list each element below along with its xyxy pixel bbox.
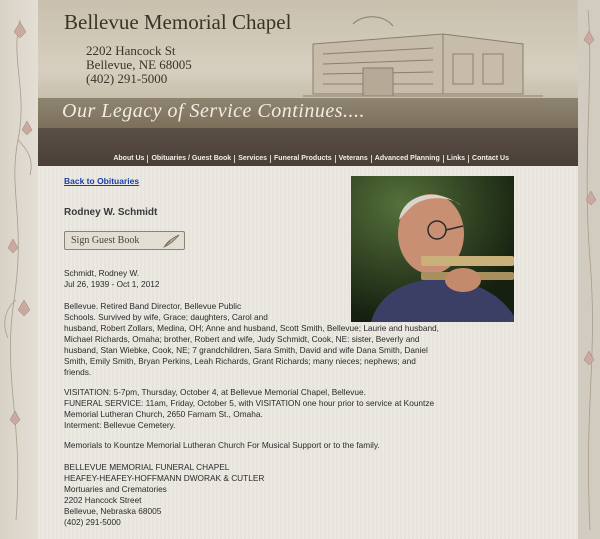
nav-contact-us[interactable]: Contact Us	[468, 155, 512, 163]
nav-advanced-planning[interactable]: Advanced Planning	[371, 155, 443, 163]
main-navigation	[38, 128, 578, 166]
footer-line: 2202 Hancock Street	[64, 495, 142, 505]
footer-line: Mortuaries and Crematories	[64, 484, 167, 494]
address-street: 2202 Hancock St	[86, 43, 176, 58]
footer-line: HEAFEY-HEAFEY-HOFFMANN DWORAK & CUTLER	[64, 473, 265, 483]
memorials-text: Memorials to Kountze Memorial Lutheran Church For Musical Support or to the family.	[64, 440, 380, 450]
bio-line: Michael Richards, Omaha; brother, Robert and wife, Judy Schmidt, Cook, NE: sister, Beverly and	[64, 334, 420, 344]
obituary-content	[38, 166, 578, 539]
sign-guest-book-label: Sign Guest Book	[71, 235, 140, 246]
nav-obituaries-guest-book[interactable]: Obituaries / Guest Book	[147, 155, 234, 163]
phone-number: (402) 291-5000	[86, 71, 168, 86]
tagline: Our Legacy of Service Continues....	[62, 100, 365, 122]
name-line: Schmidt, Rodney W.	[64, 268, 140, 278]
quill-pen-icon	[161, 233, 181, 249]
bio-line: Bellevue. Retired Band Director, Bellevue Public	[64, 301, 242, 311]
service-line: Memorial Lutheran Church, 2650 Farnam St., Omaha.	[64, 409, 263, 419]
nav-veterans[interactable]: Veterans	[335, 155, 371, 163]
flower-decoration-right-icon	[578, 0, 600, 539]
footer-line: (402) 291-5000	[64, 517, 121, 527]
deceased-photo	[351, 176, 514, 322]
bio-line: Schools. Survived by wife, Grace; daughters, Carol and	[64, 312, 268, 322]
bio-line: husband, Robert Zollars, Medina, OH; Anne and husband, Scott Smith, Bellevue; Laurie and husband,	[64, 323, 439, 333]
chapel-name: Bellevue Memorial Chapel	[64, 10, 292, 34]
service-line: VISITATION: 5-7pm, Thursday, October 4, at Bellevue Memorial Chapel, Bellevue.	[64, 387, 366, 397]
nav-funeral-products[interactable]: Funeral Products	[270, 155, 335, 163]
footer-line: Bellevue, Nebraska 68005	[64, 506, 162, 516]
bio-line: husband, Stan Wiebke, Cook, NE; 7 grandchildren, Sara Smith, David and wife Dana Smith, Daniel	[64, 345, 428, 355]
back-to-obituaries-link[interactable]: Back to Obituaries	[64, 176, 140, 186]
nav-links[interactable]: Links	[443, 155, 468, 163]
chapel-building-illustration	[293, 4, 553, 108]
bio-line: friends.	[64, 367, 92, 377]
bio-line: Smith, Emily Smith, Bryan Perkins, Leah Richards, Grant Richards; many nieces; nephews; and	[64, 356, 416, 366]
deceased-name-heading: Rodney W. Schmidt	[64, 207, 158, 218]
nav-about-us[interactable]: About Us	[113, 155, 145, 162]
nav-services[interactable]: Services	[234, 155, 270, 163]
address-city: Bellevue, NE 68005	[86, 57, 192, 72]
flower-decoration-left-icon	[0, 0, 40, 539]
service-line: FUNERAL SERVICE: 11am, Friday, October 5, with VISITATION one hour prior to service at Kountze	[64, 398, 435, 408]
service-line: Interment: Bellevue Cemetery.	[64, 420, 176, 430]
footer-line: BELLEVUE MEMORIAL FUNERAL CHAPEL	[64, 462, 230, 472]
life-dates: Jul 26, 1939 - Oct 1, 2012	[64, 279, 160, 289]
sign-guest-book-button[interactable]	[64, 231, 185, 250]
